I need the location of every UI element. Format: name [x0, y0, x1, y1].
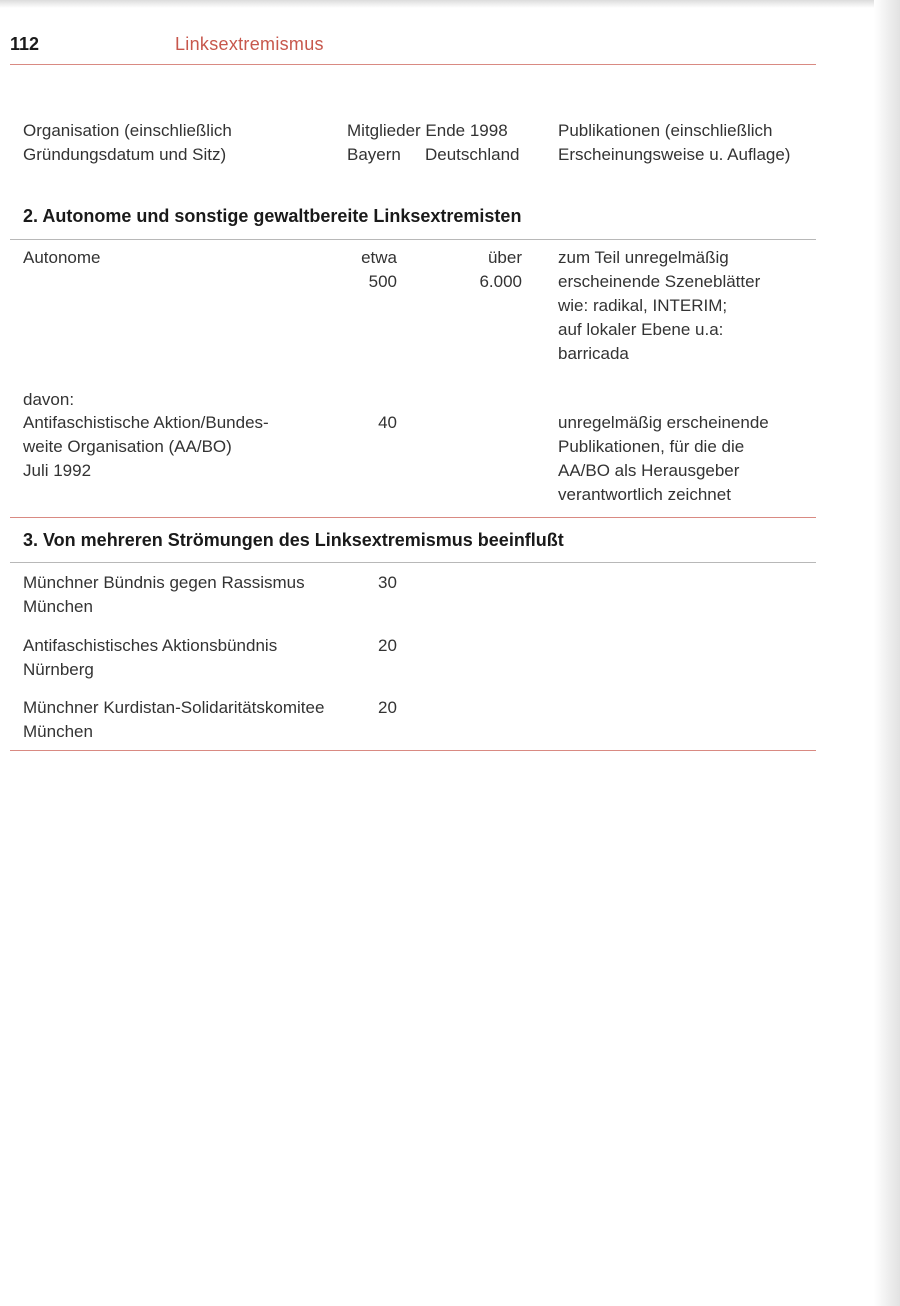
org-aabo-founded: Juli 1992 [23, 461, 92, 480]
org-row-3-bayern-value: 20 [378, 698, 397, 717]
org-row-3-city: München [23, 722, 93, 741]
section-2-heading: 2. Autonome und sonstige gewaltbereite Linksextremisten [23, 206, 522, 226]
col-header-bayern: Bayern [347, 145, 401, 164]
col-header-publikationen-1: Publikationen (einschließlich [558, 121, 773, 140]
org-row-2-bayern-value: 20 [378, 636, 397, 655]
org-autonome-pub-2: erscheinende Szeneblätter [558, 272, 761, 291]
org-row-1-name: Münchner Bündnis gegen Rassismus [23, 573, 305, 592]
scan-right-shadow [874, 0, 900, 1306]
page-header [10, 34, 816, 64]
section-2-end-rule [10, 517, 816, 518]
col-header-organisation-1: Organisation (einschließlich [23, 121, 232, 140]
section-3-end-rule [10, 750, 816, 751]
org-autonome-pub-4: auf lokaler Ebene u.a: [558, 320, 724, 339]
col-header-organisation-2: Gründungsdatum und Sitz) [23, 145, 227, 164]
org-aabo-name-2: weite Organisation (AA/BO) [23, 437, 232, 456]
org-aabo-pub-1: unregelmäßig erscheinende [558, 413, 769, 432]
col-header-deutschland: Deutschland [425, 145, 520, 164]
org-aabo-pub-3: AA/BO als Herausgeber [558, 461, 740, 480]
section-3-heading: 3. Von mehreren Strömungen des Linksextremismus beeinflußt [23, 530, 564, 550]
section-2-rule [10, 239, 816, 240]
section-3-rule [10, 562, 816, 563]
org-autonome-name: Autonome [23, 248, 101, 267]
davon-label: davon: [23, 390, 75, 409]
org-autonome-pub-1: zum Teil unregelmäßig [558, 248, 729, 267]
org-autonome-de-prefix: über [487, 248, 522, 267]
scan-top-shadow [0, 0, 900, 8]
col-header-members: Mitglieder Ende 1998 [347, 121, 508, 140]
org-autonome-de-value: 6.000 [479, 272, 522, 291]
org-row-2-city: Nürnberg [23, 660, 94, 679]
org-aabo-pub-4: verantwortlich zeichnet [558, 485, 731, 504]
page-number: 112 [10, 34, 40, 54]
org-row-1-city: München [23, 597, 93, 616]
org-aabo-pub-2: Publikationen, für die die [558, 437, 745, 456]
org-row-3-name: Münchner Kurdistan-Solidaritätskomitee [23, 698, 325, 717]
org-autonome-bayern-prefix: etwa [361, 248, 397, 267]
org-row-2-name: Antifaschistisches Aktionsbündnis [23, 636, 278, 655]
org-row-1-bayern-value: 30 [378, 573, 397, 592]
org-autonome-pub-5: barricada [558, 344, 629, 363]
running-title: Linksextremismus [175, 34, 324, 54]
header-rule [10, 64, 816, 65]
org-aabo-bayern-value: 40 [378, 413, 397, 432]
org-autonome-pub-3: wie: radikal, INTERIM; [558, 296, 728, 315]
col-header-publikationen-2: Erscheinungsweise u. Auflage) [558, 145, 791, 164]
org-aabo-name-1: Antifaschistische Aktion/Bundes- [23, 413, 269, 432]
org-autonome-bayern-value: 500 [368, 272, 397, 291]
